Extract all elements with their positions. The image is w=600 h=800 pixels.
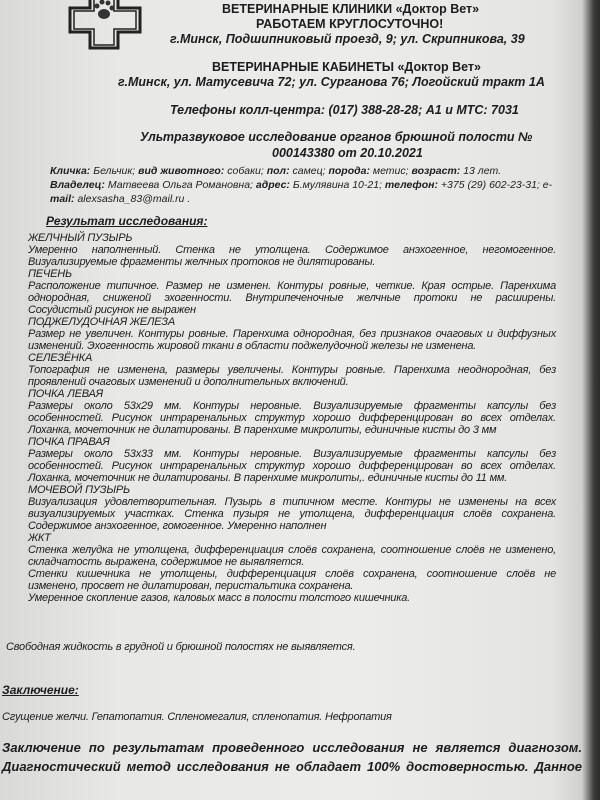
owner-line (50, 179, 552, 192)
results-body (28, 232, 556, 604)
cabinets-address: г.Минск, ул. Матусевича 72; ул. Сурганова 76; Логойский тракт 1А (118, 75, 545, 89)
section-liver: ПЕЧЕНЬ (28, 268, 72, 280)
result-line: особенностей. Рисунок интраренальных структур хорошо дифференцирован во всех отделах. (28, 460, 556, 472)
working-hours: РАБОТАЕМ КРУГЛОСУТОЧНО! (256, 17, 444, 31)
result-line: Умеренное скопление газов, каловых масс в полости толстого кишечника. (28, 592, 410, 604)
sex-label: пол: (266, 165, 290, 177)
species: собаки; (227, 165, 264, 177)
email-line (50, 193, 190, 206)
results-heading: Результат исследования: (46, 214, 208, 228)
result-line: Лоханка, мочеточник не дилатированы. В паренхиме микролиты, единичные кисты до 3 мм (28, 424, 497, 436)
result-line: изменено, просвет не дилатирован, перистальтика сохранена. (28, 580, 354, 592)
result-line: однородная, сниженой эхогенности. Внутрипеченочные желчные протоки не расширены. (28, 292, 556, 304)
address: Б.мулявина 10-21; (292, 179, 382, 191)
age: 13 лет. (463, 165, 501, 177)
breed-label: порода: (328, 165, 370, 177)
result-line: изменений. Эхогенность жировой ткани в области поджелудочной железы не изменена. (28, 340, 477, 352)
clinic-name: ВЕТЕРИНАРНЫЕ КЛИНИКИ «Доктор Вет» (222, 2, 480, 16)
disclaimer-line: Заключение по результатам проведенного исследования не является диагнозом. (2, 740, 582, 755)
name-label: Кличка: (50, 165, 91, 177)
species-label: вид животного: (138, 165, 225, 177)
section-gi-tract: ЖКТ (28, 532, 51, 544)
result-line: Размер не увеличен. Контуры ровные. Паренхима однородная, без признаков очаговых и диффузных (28, 328, 556, 340)
section-spleen: СЕЛЕЗЁНКА (28, 352, 93, 364)
call-center-phones: Телефоны колл-центра: (017) 388-28-28; А1 и МТС: 7031 (170, 103, 519, 117)
result-line: Размеры около 53x29 мм. Контуры неровные. Визуализируемые фрагменты капсулы без (28, 400, 556, 412)
result-line: проявлений очаговых изменений и дополнительных включений. (28, 376, 349, 388)
email-label: mail: (50, 193, 75, 205)
owner: Матвеева Ольга Романовна; (107, 179, 253, 191)
result-line: Стенки кишечника не утолщены, дифференциация слоёв сохранена, соотношение слоёв не (28, 568, 556, 580)
section-bladder: МОЧЕВОЙ ПУЗЫРЬ (28, 484, 130, 496)
patient-line (50, 165, 501, 178)
result-line: визуализируемых участках. Стенка пузыря не утолщена, дифференциация слоёв сохранена. (28, 508, 556, 520)
result-line: Умеренно наполненный. Стенка не утолщена. Содержимое анэхогенное, негомогенное. (28, 244, 556, 256)
document-title: Ультразвуковое исследование органов брюшной полости № (140, 130, 533, 144)
age-label: возраст: (411, 165, 461, 177)
phone-label: телефон: (384, 179, 438, 191)
disclaimer-line: Диагностический метод исследования не обладает 100% достоверностью. Данное (2, 759, 582, 774)
section-left-kidney: ПОЧКА ЛЕВАЯ (28, 388, 103, 400)
result-line: Стенка желудка не утолщена, дифференциация слоёв сохранена, соотношение слоёв не изменено, (28, 544, 556, 556)
result-line: Размеры около 53x33 мм. Контуры неровные. Визуализируемые фрагменты капсулы без (28, 448, 556, 460)
pet-name: Бельчик; (93, 165, 136, 177)
result-line: Расположение типичное. Размер не изменен. Контуры ровные, четкие. Края острые. Паренхима (28, 280, 556, 292)
cabinets-name: ВЕТЕРИНАРНЫЕ КАБИНЕТЫ «Доктор Вет» (212, 60, 481, 74)
free-fluid-note: Свободная жидкость в грудной и брюшной полостях не выявляется. (6, 641, 356, 653)
result-line: Топография не изменена, размеры увеличены. Контуры ровные. Паренхима неоднородная, без (28, 364, 556, 376)
section-right-kidney: ПОЧКА ПРАВАЯ (28, 436, 110, 448)
address-label: адрес: (255, 179, 290, 191)
result-line: Сосудистый рисунок не выражен (28, 304, 196, 316)
owner-label: Владелец: (50, 179, 105, 191)
breed: метис; (372, 165, 409, 177)
sex: самец; (292, 165, 326, 177)
result-line: складчатость выражена, содержимое не выявляется. (28, 556, 305, 568)
result-line: Лоханка, мочеточник не дилатированы. В паренхиме микролиты,. единичные кисты до 11 мм. (28, 472, 508, 484)
document-number-date: 000143380 от 20.10.2021 (272, 146, 423, 160)
result-line: Визуализируемые фрагменты желчных протоков не дилятированы. (28, 256, 376, 268)
result-line: Содержимое анэхогенное, гомогенное. Умеренно наполнен (28, 520, 327, 532)
clinic-address: г.Минск, Подшипниковый проезд, 9; ул. Скрипникова, 39 (170, 32, 525, 46)
section-pancreas: ПОДЖЕЛУДОЧНАЯ ЖЕЛЕЗА (28, 316, 175, 328)
conclusion-heading: Заключение: (2, 683, 79, 697)
section-gallbladder: ЖЕЛЧНЫЙ ПУЗЫРЬ (28, 232, 133, 244)
clinic-logo-cross-paw-icon (68, 0, 148, 54)
result-line: Визуализация удовлетворительная. Пузырь в типичном месте. Контуры не изменены на всех (28, 496, 556, 508)
conclusion-text: Сгущение желчи. Гепатопатия. Спленомегалия, спленопатия. Нефропатия (2, 711, 392, 723)
result-line: особенностей. Рисунок интраренальных структур хорошо дифференцирован во всех отделах. (28, 412, 556, 424)
email: alexsasha_83@mail.ru . (77, 193, 191, 205)
phone: +375 (29) 602-23-31; e- (440, 179, 553, 191)
